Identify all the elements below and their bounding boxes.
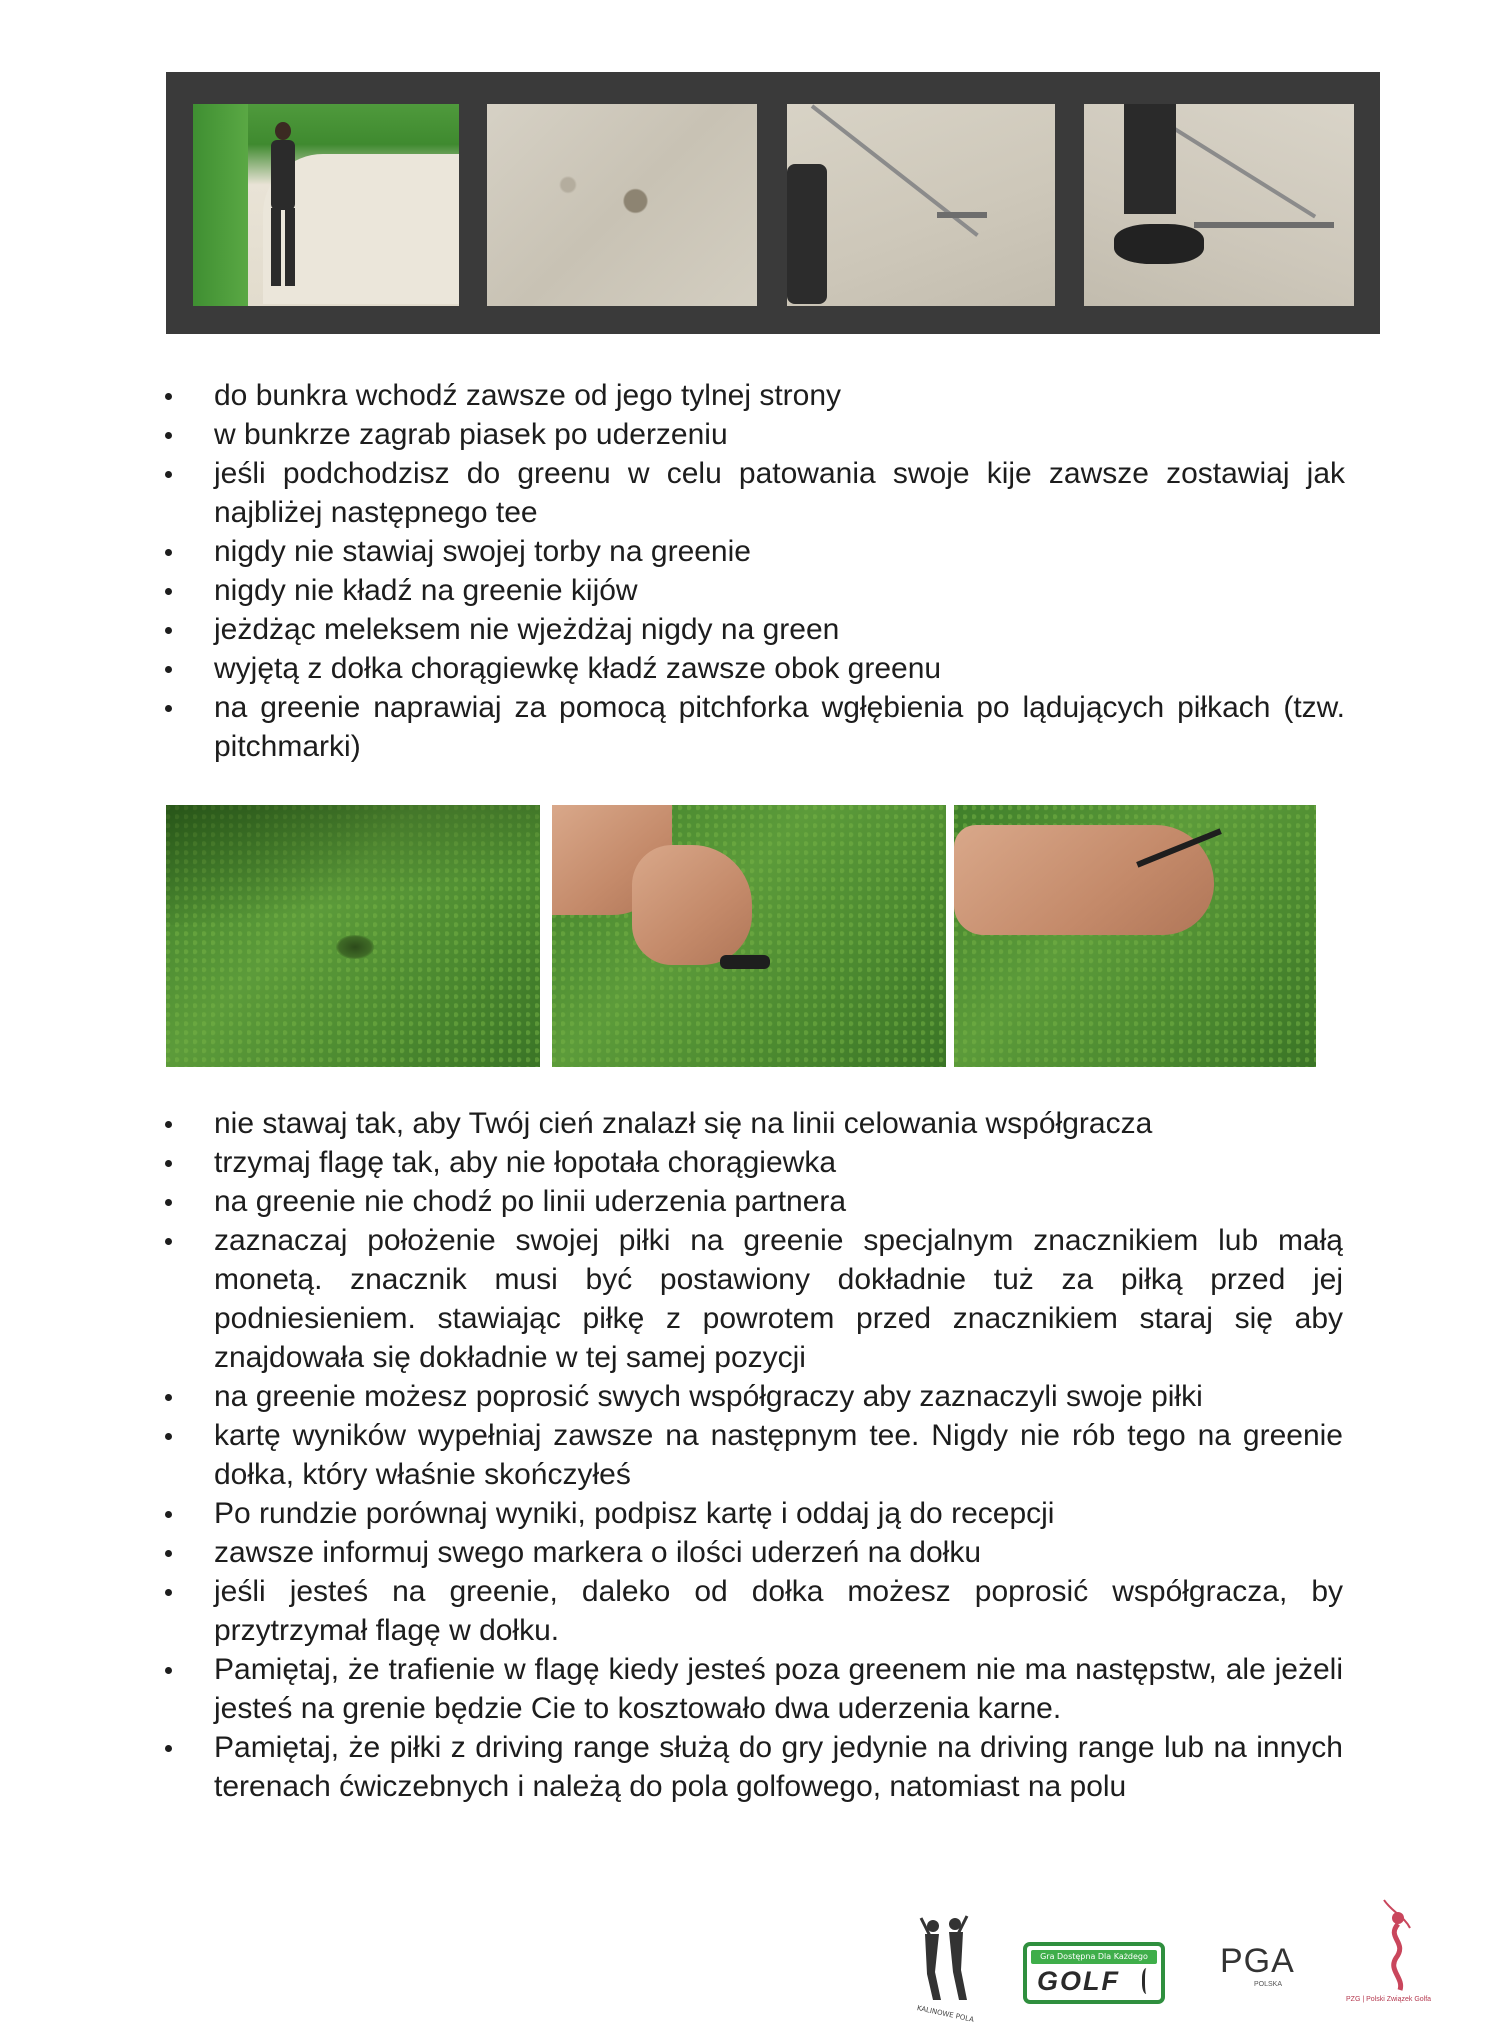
list-item: kartę wyników wypełniaj zawsze na następnym tee. Nigdy nie rób tego na greenie dołka, który właśnie skończyłeś (165, 1416, 1343, 1494)
list-item: jeśli podchodzisz do greenu w celu patowania swoje kije zawsze zostawiaj jak najbliżej następnego tee (165, 454, 1345, 532)
svg-text:KALINOWE POLA: KALINOWE POLA (916, 2004, 975, 2022)
photo-pitchmark-on-green (166, 805, 540, 1067)
pga-logo-subtext: POLSKA (1254, 1981, 1283, 1988)
list-item: na greenie możesz poprosić swych współgraczy aby zaznaczyli swoje piłki (165, 1377, 1343, 1416)
golf-logo-banner: Gra Dostępna Dla Każdego (1031, 1950, 1157, 1964)
list-item: w bunkrze zagrab piasek po uderzeniu (165, 415, 1345, 454)
list-item: nie stawaj tak, aby Twój cień znalazł się na linii celowania współgracza (165, 1104, 1343, 1143)
bunker-green-rules-list (165, 376, 1345, 766)
list-item: na greenie nie chodź po linii uderzenia partnera (165, 1182, 1343, 1221)
golf-gra-dostepna-logo (1023, 1942, 1165, 2004)
photo-raking-sand (787, 104, 1055, 306)
list-item: nigdy nie stawiaj swojej torby na greenie (165, 532, 1345, 571)
photo-raking-sand-closeup (1084, 104, 1354, 306)
golf-logo-word: GOLF (1037, 1966, 1120, 1996)
list-item: na greenie naprawiaj za pomocą pitchforka wgłębienia po lądujących piłkach (tzw. pitchmarki) (165, 688, 1345, 766)
list-item: zawsze informuj swego markera o ilości uderzeń na dołku (165, 1533, 1343, 1572)
pzg-logo-text: PZG | Polski Związek Golfa (1346, 1996, 1432, 2003)
bunker-photo-strip (166, 72, 1380, 334)
photo-pressing-turf-with-hand (954, 805, 1316, 1067)
pga-polska-logo (1220, 1942, 1310, 2002)
list-item: jeśli jesteś na greenie, daleko od dołka możesz poprosić współgracza, by przytrzymał flagę w dołku. (165, 1572, 1343, 1650)
etiquette-rules-list (165, 1104, 1343, 1806)
list-item: jeżdżąc meleksem nie wjeżdżaj nigdy na green (165, 610, 1345, 649)
pzg-logo (1346, 1898, 1476, 2014)
list-item: Po rundzie porównaj wyniki, podpisz kartę i oddaj ją do recepcji (165, 1494, 1343, 1533)
pga-logo-text: PGA (1220, 1942, 1295, 1980)
list-item: Pamiętaj, że trafienie w flagę kiedy jesteś poza greenem nie ma następstw, ale jeżeli jesteś na grenie będzie Cie to kosztowało dwa uderzenia karne. (165, 1650, 1343, 1728)
list-item: Pamiętaj, że piłki z driving range służą do gry jedynie na driving range lub na innych terenach ćwiczebnych i należą do pola golfowego, natomiast na polu (165, 1728, 1343, 1806)
kalinowe-pola-logo (905, 1912, 985, 2022)
list-item: do bunkra wchodź zawsze od jego tylnej strony (165, 376, 1345, 415)
list-item: zaznaczaj położenie swojej piłki na greenie specjalnym znacznikiem lub małą monetą. znacznik musi być postawiony dokładnie tuż za piłką przed jej podniesieniem. stawiając piłkę z powrotem przed znacznikiem staraj się aby znajdowała się dokładnie w tej samej pozycji (165, 1221, 1343, 1377)
list-item: nigdy nie kładź na greenie kijów (165, 571, 1345, 610)
golfer-swing-icon (1142, 1968, 1153, 1994)
photo-repairing-with-pitchfork (552, 805, 946, 1067)
photo-footprints-in-sand (487, 104, 757, 306)
list-item: trzymaj flagę tak, aby nie łopotała chorągiewka (165, 1143, 1343, 1182)
photo-golfer-entering-bunker (193, 104, 459, 306)
list-item: wyjętą z dołka chorągiewkę kładź zawsze obok greenu (165, 649, 1345, 688)
